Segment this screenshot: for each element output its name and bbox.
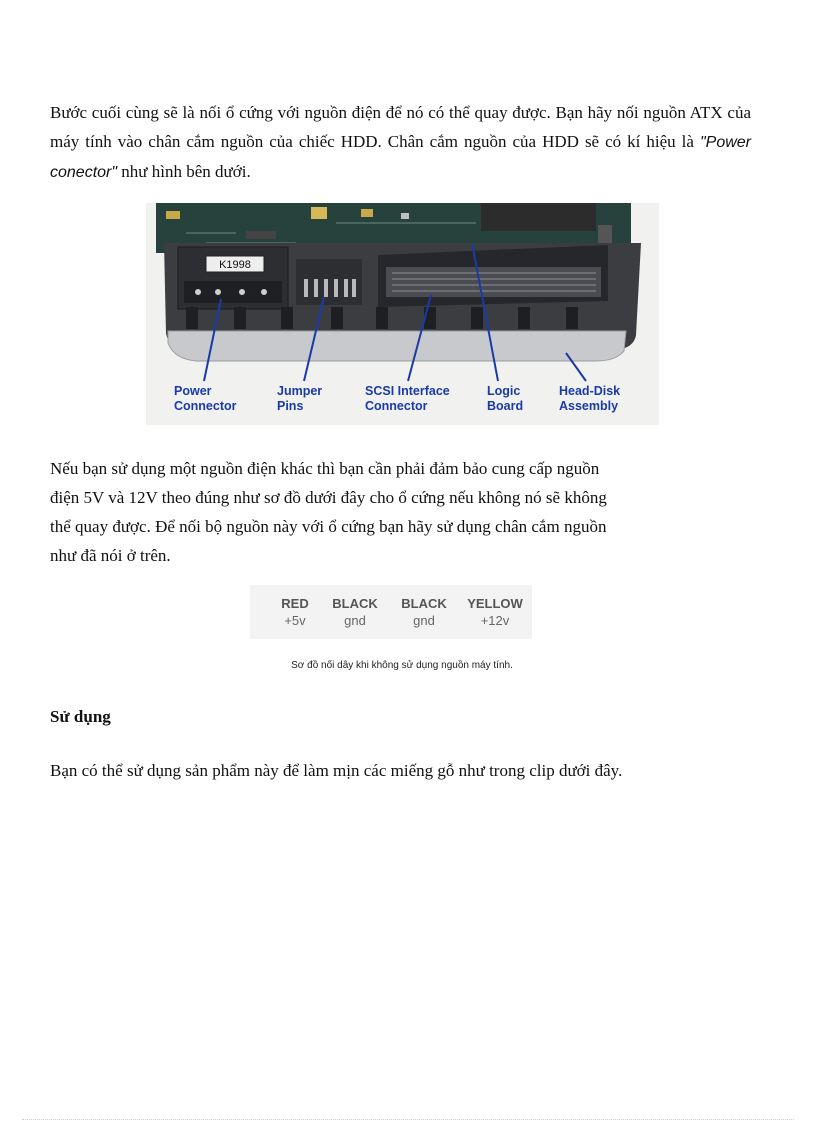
label-scsi-2: Connector <box>365 399 428 413</box>
wire-black-2-color: BLACK <box>401 596 447 611</box>
label-jumper-2: Pins <box>277 399 304 413</box>
wire-red-value: +5v <box>284 613 306 628</box>
power-connector-term: "Power conector" <box>50 134 751 181</box>
head-disk-assembly-plate <box>168 331 626 361</box>
label-scsi-1: SCSI Interface <box>365 384 450 398</box>
hdd-connector-diagram <box>146 203 659 425</box>
wire-black-1-color: BLACK <box>332 596 378 611</box>
label-head-disk-1: Head-Disk <box>559 384 621 398</box>
wire-black-1-value: gnd <box>344 613 366 628</box>
wire-yellow-color: YELLOW <box>467 596 523 611</box>
paragraph2-line-3: thể quay được. Để nối bộ nguồn này với ổ cứng bạn hãy sử dụng chân cắm nguồn <box>50 517 607 536</box>
wire-yellow-value: +12v <box>480 613 510 628</box>
page-bottom-divider <box>22 1119 794 1120</box>
wire-black-2 <box>397 595 451 629</box>
paragraph1-text: Bước cuối cùng sẽ là nối ổ cứng với nguồn điện để nó có thể quay được. Bạn hãy nối nguồn ATX của máy tính vào chân cắm nguồn của chiếc HDD. Chân cắm nguồn của HDD sẽ có kí hiệu là <box>50 103 751 151</box>
section-heading: Sử dụng <box>50 707 111 726</box>
paragraph2-line-2: điện 5V và 12V theo đúng như sơ đồ dưới đây cho ổ cứng nếu không nó sẽ không <box>50 488 607 507</box>
label-power-1: Power <box>174 384 212 398</box>
section-text: Bạn có thể sử dụng sản phẩm này để làm mịn các miếng gỗ như trong clip dưới đây. <box>50 761 623 780</box>
wiring-caption: Sơ đồ nối dây khi không sử dụng nguồn máy tính. <box>291 660 513 671</box>
label-power-2: Connector <box>174 399 237 413</box>
paragraph2-line-4: như đã nói ở trên. <box>50 546 171 565</box>
paragraph-power-connector <box>50 98 751 187</box>
hdd-connector-photo <box>146 203 659 425</box>
wire-black-1 <box>328 595 382 629</box>
paragraph1-tail: như hình bên dưới. <box>117 162 251 181</box>
wire-black-2-value: gnd <box>413 613 435 628</box>
wiring-diagram <box>250 585 532 639</box>
paragraph-alternate-power <box>50 454 770 570</box>
logic-chip <box>481 203 596 231</box>
wire-red-color: RED <box>281 596 309 611</box>
chip-label-text: K1998 <box>219 259 251 271</box>
label-jumper-1: Jumper <box>277 384 323 398</box>
label-logic-2: Board <box>487 399 524 413</box>
label-logic-1: Logic <box>487 384 521 398</box>
wire-red <box>275 595 315 629</box>
label-head-disk-2: Assembly <box>559 399 619 413</box>
paragraph2-line-1: Nếu bạn sử dụng một nguồn điện khác thì bạn cần phải đảm bảo cung cấp nguồn <box>50 459 600 478</box>
wire-yellow <box>462 595 528 629</box>
